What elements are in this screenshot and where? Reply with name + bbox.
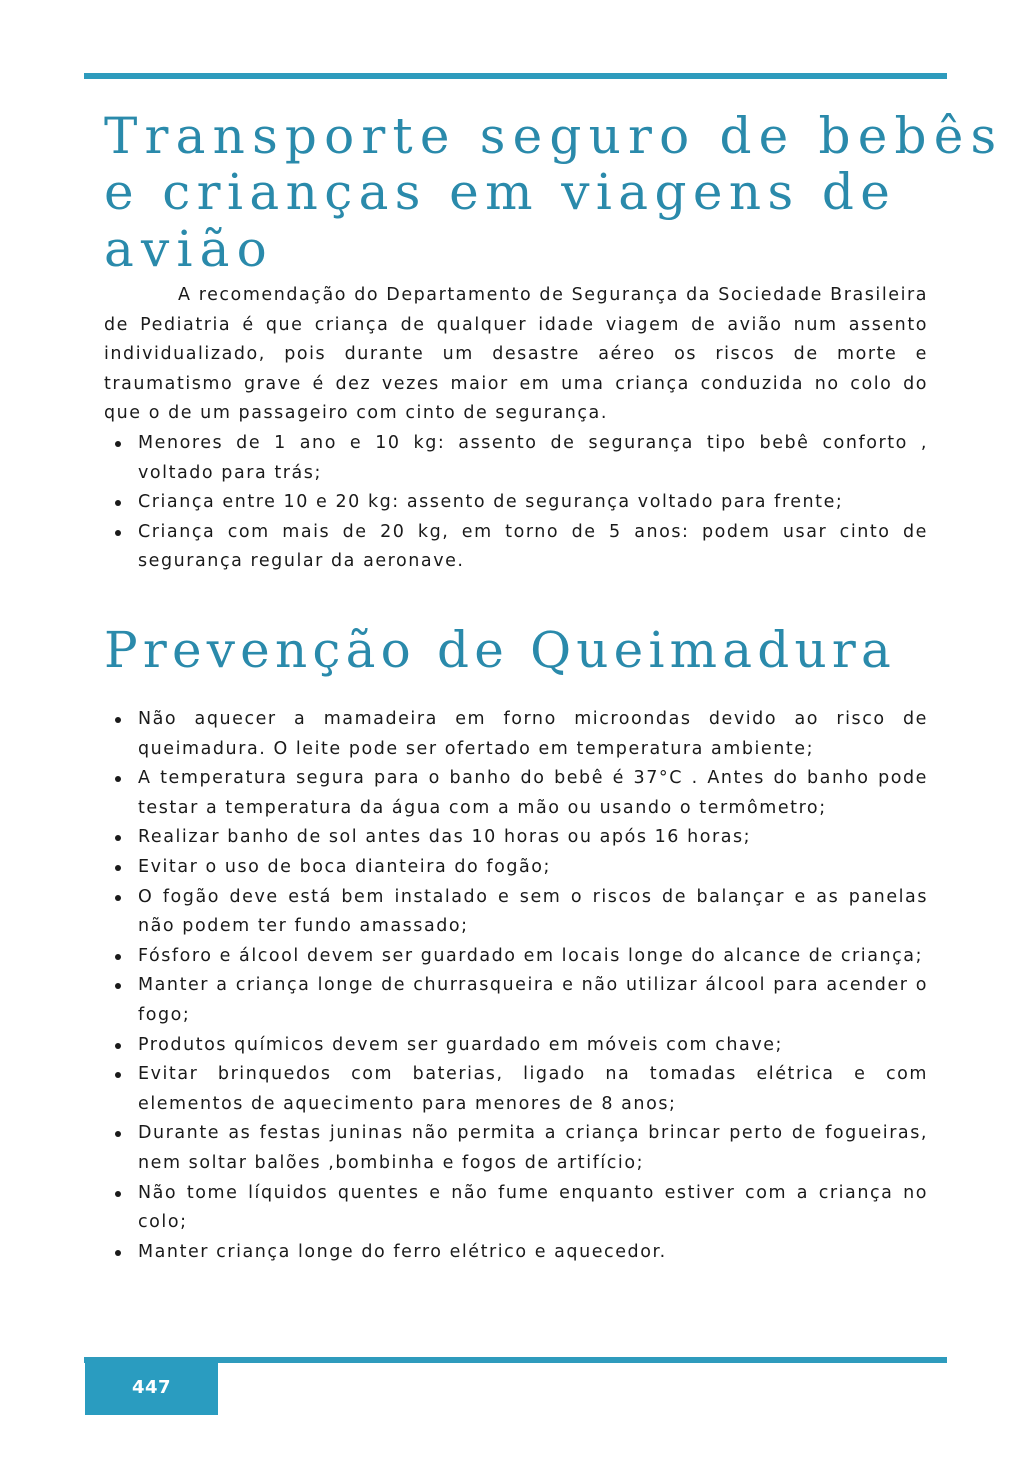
- list-item-text: Menores de 1 ano e 10 kg: assento de segurança tipo bebê conforto , voltado para trás;: [138, 433, 928, 483]
- list-item: [104, 942, 928, 972]
- list-item: [104, 429, 928, 488]
- bullet-icon: [115, 1250, 121, 1256]
- bullet-icon: [115, 954, 121, 960]
- bullet-icon: [115, 441, 121, 447]
- section-title-transport-line-3: avião: [104, 220, 274, 278]
- list-item-text: Produtos químicos devem ser guardado em móveis com chave;: [138, 1034, 783, 1055]
- page-number-badge: [85, 1360, 218, 1415]
- list-item-text: Não aquecer a mamadeira em forno microondas devido ao risco de queimadura. O leite pode ser ofertado em temperatura ambiente;: [138, 709, 928, 759]
- bullet-icon: [115, 776, 121, 782]
- bullet-icon: [115, 717, 121, 723]
- list-item-text: Realizar banho de sol antes das 10 horas ou após 16 horas;: [138, 827, 752, 848]
- bullet-icon: [115, 983, 121, 989]
- list-item: [104, 1119, 928, 1178]
- list-item-text: Manter criança longe do ferro elétrico e aquecedor.: [138, 1241, 667, 1262]
- list-item-text: Evitar o uso de boca dianteira do fogão;: [138, 856, 551, 877]
- bullet-icon: [115, 835, 121, 841]
- bullet-icon: [115, 500, 121, 506]
- bullet-icon: [115, 1191, 121, 1197]
- list-item: [104, 823, 928, 853]
- list-item-text: Fósforo e álcool devem ser guardado em locais longe do alcance de criança;: [138, 945, 924, 966]
- list-item: [104, 1031, 928, 1061]
- list-item-text: Durante as festas juninas não permita a criança brincar perto de fogueiras, nem soltar balões ,bombinha e fogos de artifício;: [138, 1123, 928, 1173]
- bullet-icon: [115, 1043, 121, 1049]
- list-item: [104, 705, 928, 764]
- bullet-icon: [115, 1131, 121, 1137]
- bullet-icon: [115, 865, 121, 871]
- list-item: [104, 518, 928, 577]
- list-item-text: Criança com mais de 20 kg, em torno de 5 anos: podem usar cinto de segurança regular da aeronave.: [138, 521, 928, 572]
- list-item: [104, 853, 928, 883]
- top-divider: [84, 73, 947, 79]
- transport-intro-paragraph: A recomendação do Departamento de Segurança da Sociedade Brasileira de Pediatria é que criança de qualquer idade viagem de avião num assento individualizado, pois durante um desastre aéreo os riscos de morte e traumatismo grave é dez vezes maior em uma criança conduzida no colo do que o de um passageiro com cinto de segurança.: [104, 285, 928, 424]
- list-item-text: Não tome líquidos quentes e não fume enquanto estiver com a criança no colo;: [138, 1182, 928, 1233]
- bullet-icon: [115, 895, 121, 901]
- section-title-transport-line-1: Transporte seguro de bebês: [104, 107, 1004, 165]
- bullet-icon: [115, 530, 121, 536]
- page-number: 447: [131, 1377, 172, 1398]
- list-item-text: Evitar brinquedos com baterias, ligado na tomadas elétrica e com elementos de aquecimento para menores de 8 anos;: [138, 1064, 928, 1114]
- list-item-text: Manter a criança longe de churrasqueira e não utilizar álcool para acender o fogo;: [138, 975, 928, 1025]
- burn-prevention-list: [104, 705, 928, 1267]
- list-item: [104, 971, 928, 1030]
- list-item: [104, 883, 928, 942]
- list-item: [104, 1238, 928, 1268]
- list-item-text: O fogão deve está bem instalado e sem o riscos de balançar e as panelas não podem ter fundo amassado;: [138, 886, 928, 937]
- bullet-icon: [115, 1072, 121, 1078]
- list-item-text: A temperatura segura para o banho do bebê é 37°C . Antes do banho pode testar a temperatura da água com a mão ou usando o termômetro;: [138, 768, 928, 818]
- list-item: [104, 764, 928, 823]
- section-title-transport-line-2: e crianças em viagens de: [104, 163, 897, 221]
- list-item: [104, 1179, 928, 1238]
- list-item: [104, 1060, 928, 1119]
- list-item: [104, 488, 928, 518]
- transport-list: [104, 429, 928, 577]
- list-item-text: Criança entre 10 e 20 kg: assento de segurança voltado para frente;: [138, 492, 844, 513]
- section-title-burn-prevention: Prevenção de Queimadura: [104, 621, 896, 679]
